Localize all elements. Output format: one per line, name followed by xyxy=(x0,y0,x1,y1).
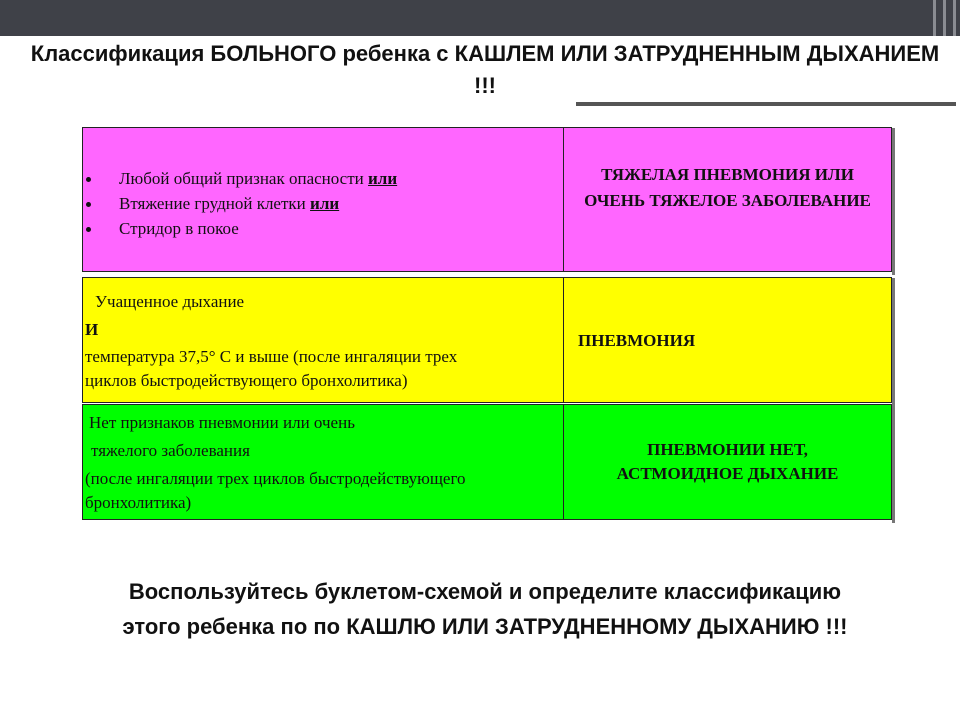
sign-item xyxy=(83,216,397,241)
sign-line: Учащенное дыхание xyxy=(95,292,245,311)
classification-label: ПНЕВМОНИЯ xyxy=(578,331,696,350)
title-underline-bar xyxy=(576,102,956,106)
bullet-icon xyxy=(86,202,91,207)
sign-text: Стридор в покое xyxy=(119,219,239,238)
sign-item xyxy=(83,166,397,191)
bullet-icon xyxy=(86,177,91,182)
bullet-icon xyxy=(86,227,91,232)
classification-label: АСТМОИДНОЕ ДЫХАНИЕ xyxy=(616,464,839,483)
sign-line: Нет признаков пневмонии или очень xyxy=(89,413,355,432)
sign-text: Любой общий признак опасности xyxy=(119,169,369,188)
classification-cell xyxy=(563,278,891,402)
signs-list xyxy=(83,166,397,241)
sign-line: циклов быстродействующего бронхолитика) xyxy=(85,371,408,390)
sign-conjunction: или xyxy=(310,194,340,213)
sign-text: Втяжение грудной клетки xyxy=(119,194,311,213)
slide-title xyxy=(20,38,950,102)
classification-row-no-pneumonia xyxy=(82,404,892,520)
sign-conjunction: или xyxy=(368,169,398,188)
slide-top-bar xyxy=(0,0,960,36)
sign-conjunction: И xyxy=(85,320,99,339)
classification-cell xyxy=(563,405,891,519)
cell-shadow xyxy=(892,405,895,523)
call-to-action: Воспользуйтесь буклетом-схемой и определите классификацию этого ребенка по по КАШЛЮ ИЛИ ЗАТРУДНЕННОМУ ДЫХАНИЮ !!! xyxy=(122,579,848,639)
sign-line: тяжелого заболевания xyxy=(91,441,250,460)
signs-cell xyxy=(83,405,563,519)
sign-line: бронхолитика) xyxy=(85,493,192,512)
signs-cell xyxy=(83,128,563,271)
slide-title-text: Классификация БОЛЬНОГО ребенка с КАШЛЕМ ИЛИ ЗАТРУДНЕННЫМ ДЫХАНИЕМ !!! xyxy=(30,41,940,98)
cell-shadow xyxy=(892,128,895,275)
classification-label: ТЯЖЕЛАЯ ПНЕВМОНИЯ ИЛИ ОЧЕНЬ ТЯЖЕЛОЕ ЗАБОЛЕВАНИЕ xyxy=(584,165,871,210)
signs-cell xyxy=(83,278,563,402)
classification-label: ПНЕВМОНИИ НЕТ, xyxy=(647,440,808,459)
sign-line: температура 37,5° С и выше (после ингаляции трех xyxy=(85,347,458,366)
sign-item xyxy=(83,191,397,216)
classification-row-pneumonia xyxy=(82,277,892,403)
sign-line: (после ингаляции трех циклов быстродействующего xyxy=(85,469,466,488)
cell-shadow xyxy=(892,278,895,406)
classification-cell xyxy=(563,128,891,271)
decorative-stripes xyxy=(924,0,960,36)
classification-row-severe xyxy=(82,127,892,272)
